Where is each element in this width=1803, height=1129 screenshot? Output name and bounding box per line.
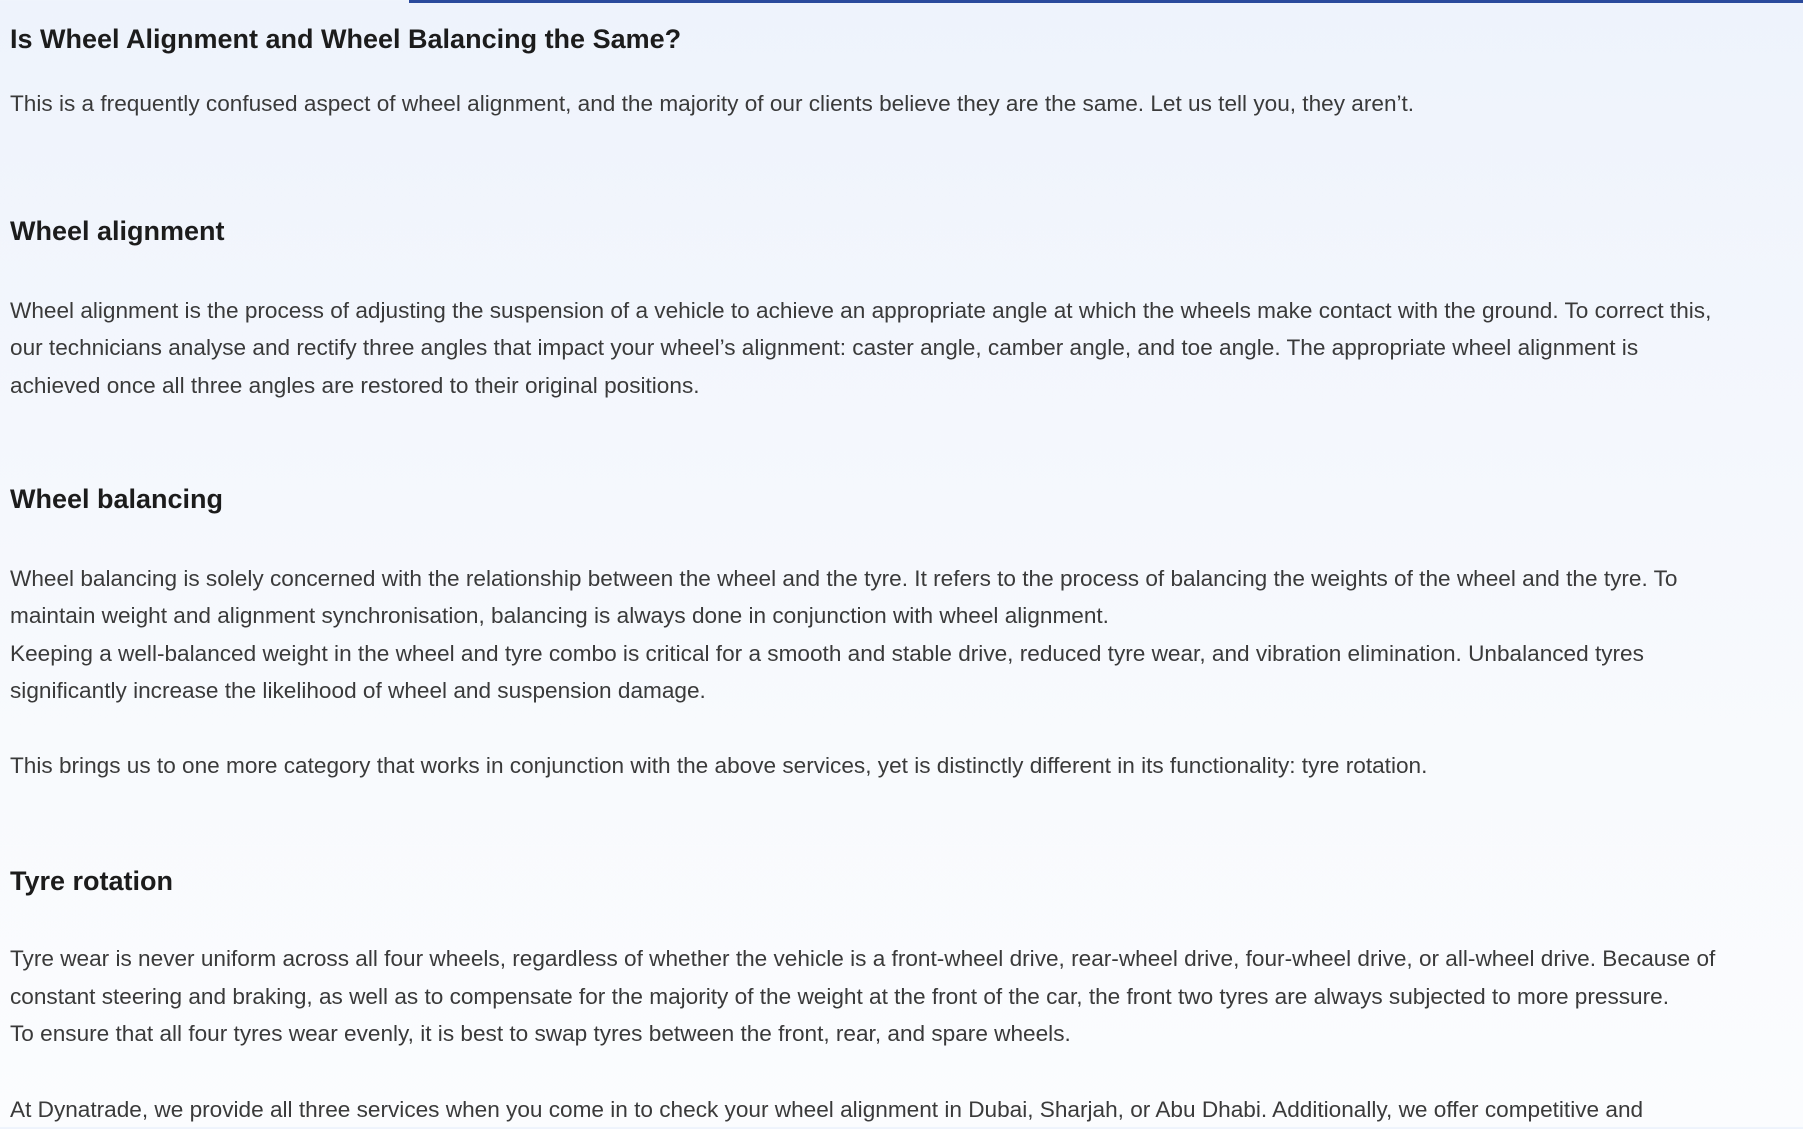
section-heading-wheel-balancing: Wheel balancing <box>10 484 224 514</box>
paragraph-line: To ensure that all four tyres wear evenly, it is best to swap tyres between the front, rear, and spare wheels. <box>10 1021 1071 1046</box>
tyre-rotation-transition-paragraph: This brings us to one more category that works in conjunction with the above services, yet is distinctly different in its functionality: tyre rotation. <box>10 753 1428 778</box>
paragraph-line: maintain weight and alignment synchronisation, balancing is always done in conjunction with wheel alignment. <box>10 603 1109 628</box>
paragraph-line: our technicians analyse and rectify three angles that impact your wheel’s alignment: caster angle, camber angle, and toe angle. The appropriate wheel alignment is <box>10 335 1639 360</box>
dynatrade-services-paragraph: At Dynatrade, we provide all three services when you come in to check your wheel alignment in Dubai, Sharjah, or Abu Dhabi. Additionally, we offer competitive and <box>10 1097 1644 1122</box>
reading-progress-fill <box>409 0 1803 3</box>
paragraph-line: constant steering and braking, as well as to compensate for the majority of the weight at the front of the car, the front two tyres are always subjected to more pressure. <box>10 984 1669 1009</box>
paragraph-line: significantly increase the likelihood of wheel and suspension damage. <box>10 678 706 703</box>
article-title: Is Wheel Alignment and Wheel Balancing the Same? <box>10 24 682 54</box>
paragraph-line: Wheel balancing is solely concerned with the relationship between the wheel and the tyre. It refers to the process of balancing the weights of the wheel and the tyre. To <box>10 566 1678 591</box>
paragraph-line: Tyre wear is never uniform across all four wheels, regardless of whether the vehicle is a front-wheel drive, rear-wheel drive, four-wheel drive, or all-wheel drive. Because of <box>10 946 1716 971</box>
paragraph-line: Keeping a well-balanced weight in the wheel and tyre combo is critical for a smooth and stable drive, reduced tyre wear, and vibration elimination. Unbalanced tyres <box>10 641 1644 666</box>
intro-paragraph: This is a frequently confused aspect of wheel alignment, and the majority of our clients believe they are the same. Let us tell you, they aren’t. <box>10 91 1415 116</box>
paragraph-line: achieved once all three angles are restored to their original positions. <box>10 373 700 398</box>
section-heading-wheel-alignment: Wheel alignment <box>10 216 225 246</box>
paragraph-line: Wheel alignment is the process of adjusting the suspension of a vehicle to achieve an appropriate angle at which the wheels make contact with the ground. To correct this, <box>10 298 1712 323</box>
section-heading-tyre-rotation: Tyre rotation <box>10 866 174 896</box>
reading-progress-bar <box>0 0 1803 3</box>
